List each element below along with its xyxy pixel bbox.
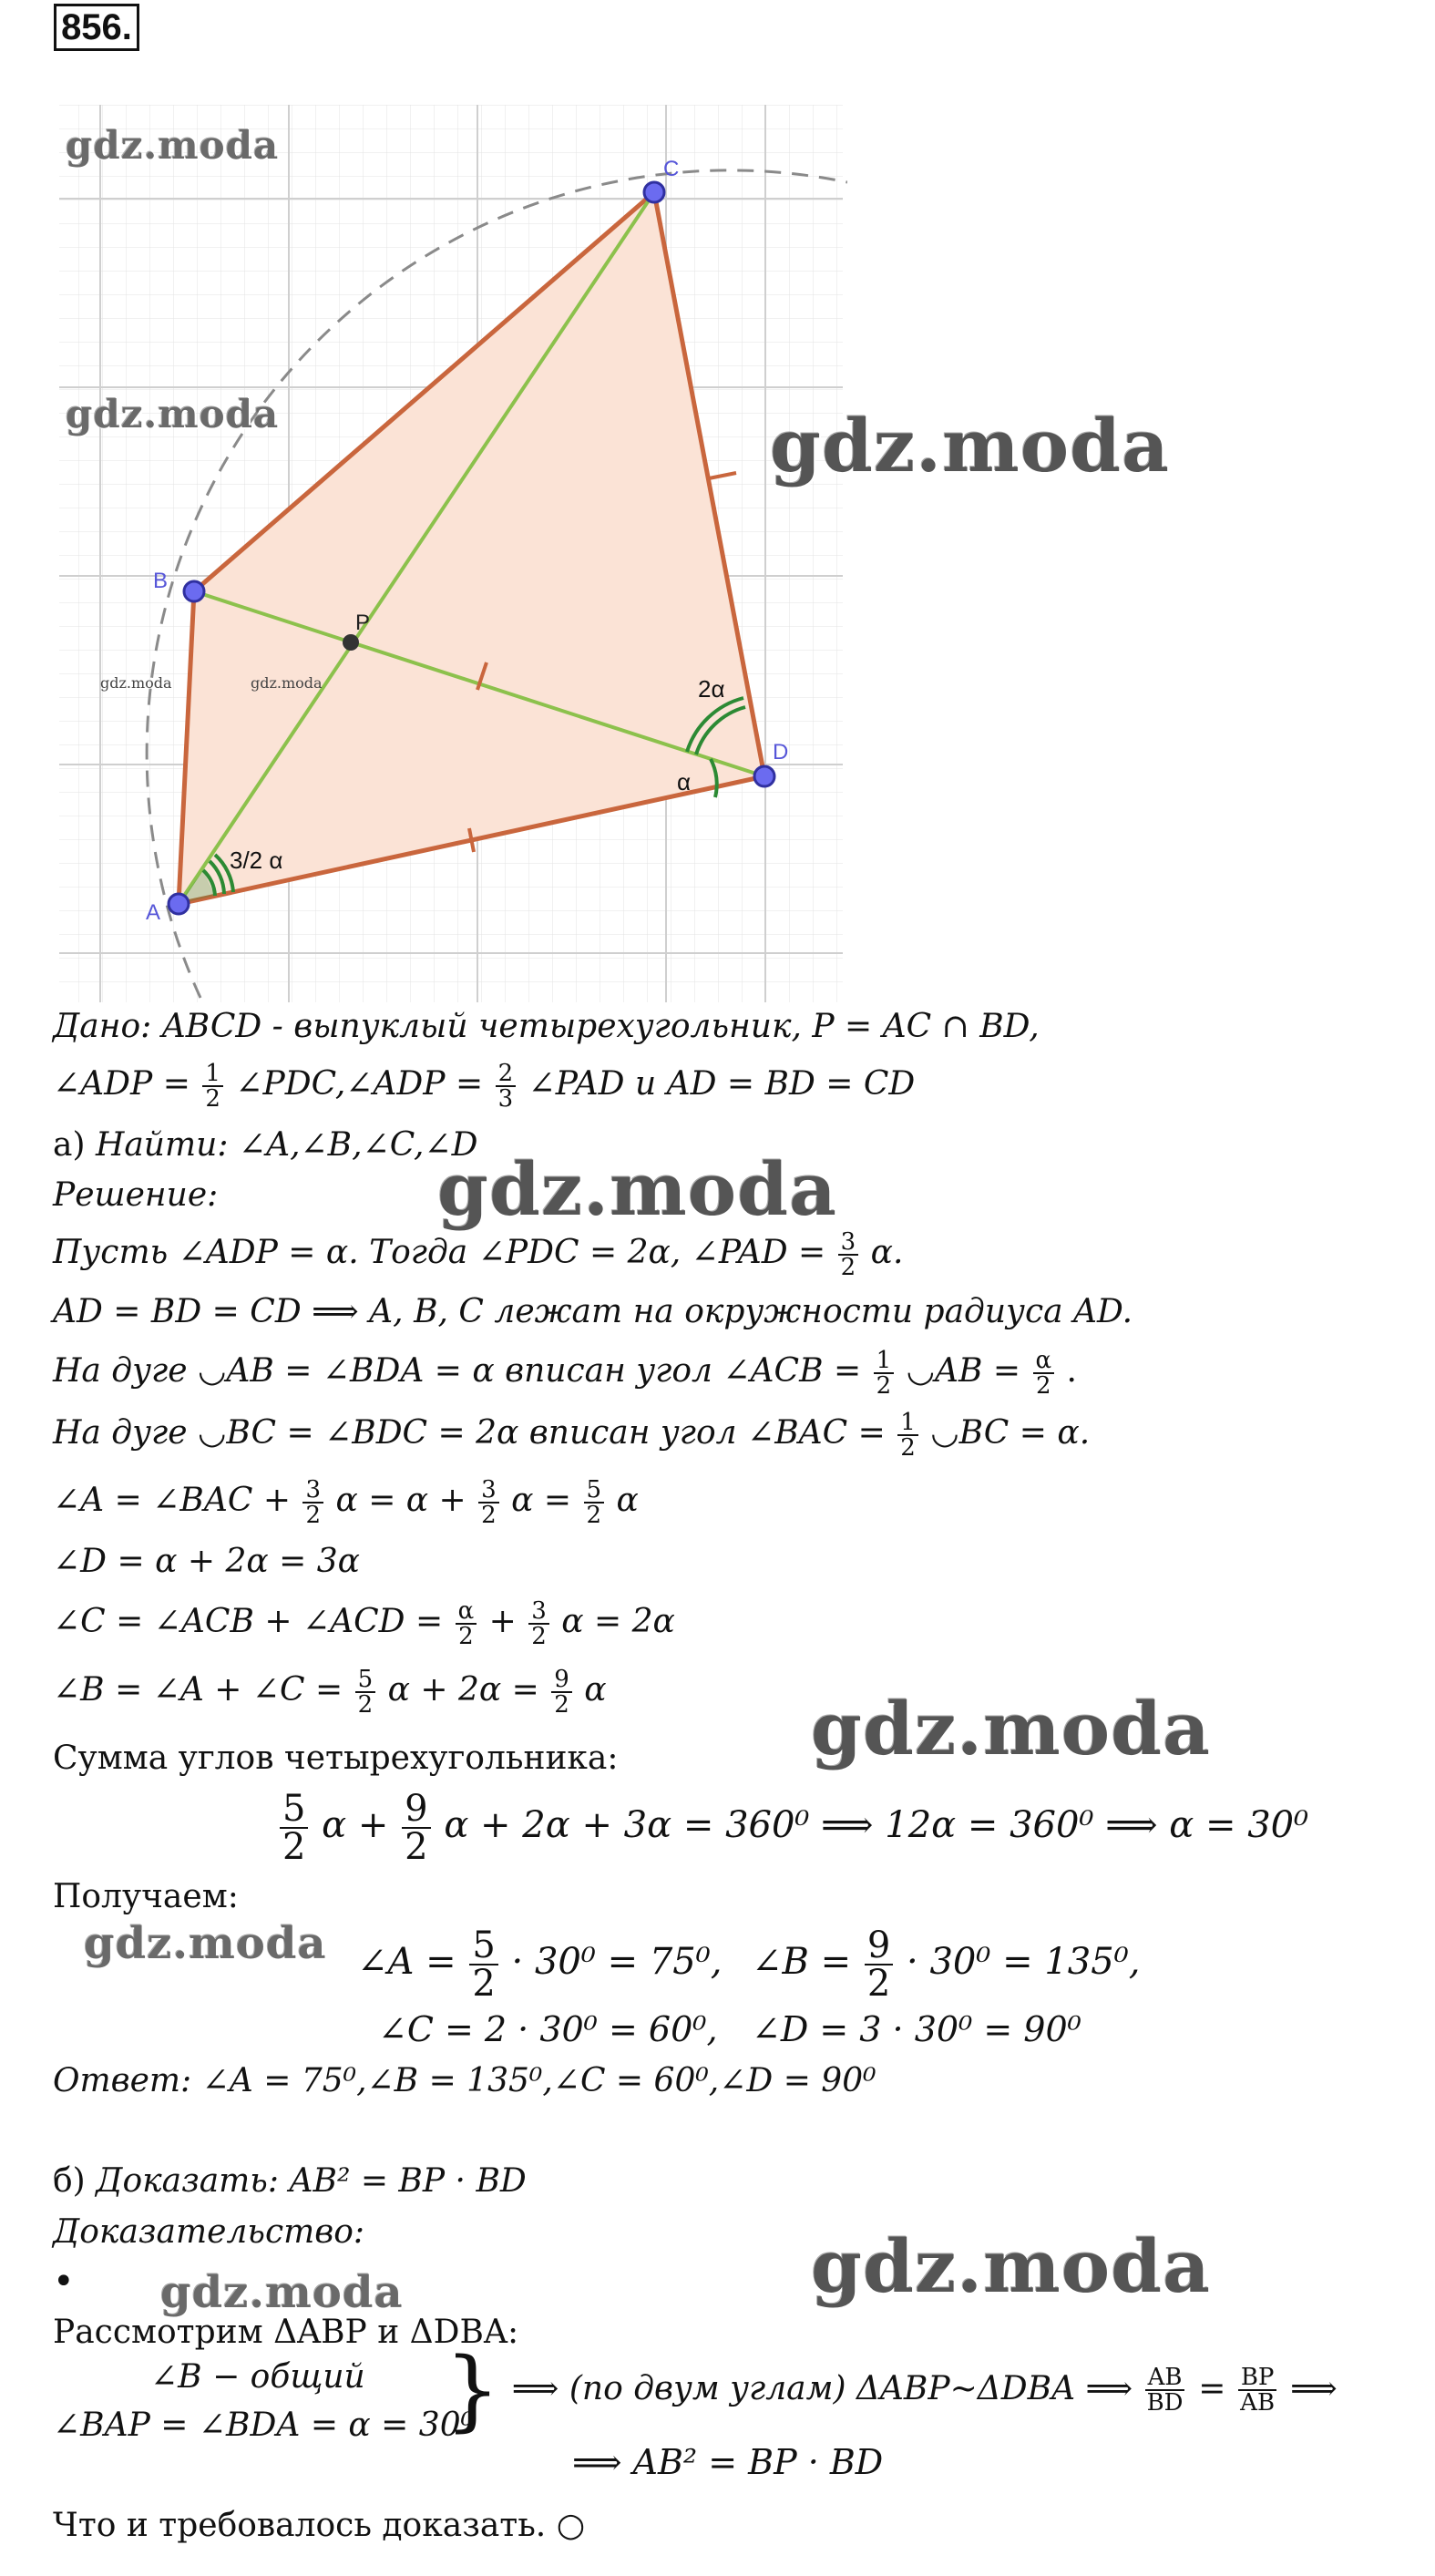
watermark-tiny-1: gdz.moda [100,674,172,692]
equation-c: ∠C = ∠ACB + ∠ACD = $\frac{\alpha}{2}$ + $\frac{3}{2}$ α = 2α [53,1597,675,1650]
watermark: gdz.moda [66,123,280,168]
label-d: D [773,740,789,765]
label-c: C [663,157,680,181]
solution-step-3: На дуге ◡AB = ∠BDA = α вписан угол ∠ACB = $\frac{1}{2}$ ◡AB = $\frac{\alpha}{2}$ . [53,1347,1077,1400]
proof-consider: Рассмотрим ΔABP и ΔDBA: [53,2314,519,2351]
proof-end: Что и требовалось доказать. ○ [53,2507,586,2544]
part-a-find: а) Найти: ∠A,∠B,∠C,∠D [53,1126,478,1164]
watermark: gdz.moda [66,392,280,436]
label-p: P [355,611,371,635]
equation-a: ∠A = ∠BAC + $\frac{3}{2}$ α = α + $\frac{3}{2}$ α = $\frac{5}{2}$ α [53,1476,639,1529]
geometry-figure [55,105,847,1002]
solution-step-4: На дуге ◡BC = ∠BDC = 2α вписан угол ∠BAC = $\frac{1}{2}$ ◡BC = α. [53,1409,1091,1462]
watermark: gdz.moda [437,1146,837,1232]
watermark: gdz.moda [811,2223,1211,2309]
result-a: ∠A = $\frac{5}{2}$ · 30⁰ = 75⁰, [357,1924,723,2005]
angle-a-label: 3/2 α [230,847,283,874]
proof-condition-2: ∠BAP = ∠BDA = α = 30⁰ [53,2407,475,2444]
proof-implication: } ⟹ (по двум углам) ΔABP~ΔDBA ⟹ $\frac{AB}{BD}$ = $\frac{BP}{AB}$ ⟹ [445,2339,1338,2441]
proof-result: ⟹ AB² = BP · BD [572,2442,884,2482]
result-b: ∠B = $\frac{9}{2}$ · 30⁰ = 135⁰, [752,1924,1141,2005]
equation-d: ∠D = α + 2α = 3α [53,1543,360,1580]
watermark-tiny-2: gdz.moda [251,674,323,692]
result-d: ∠D = 3 · 30⁰ = 90⁰ [752,2009,1081,2049]
proof-label: Доказательство: [53,2213,365,2251]
given-line-1: Дано: ABCD - выпуклый четырехугольник, P = AC ∩ BD, [53,1008,1040,1045]
watermark: gdz.moda [770,403,1170,488]
result-c: ∠C = 2 · 30⁰ = 60⁰, [378,2009,718,2049]
label-b: B [153,569,169,593]
solution-step-1: Пусть ∠ADP = α. Тогда ∠PDC = 2α, ∠PAD = $\frac{3}{2}$ α. [53,1228,904,1281]
result-label: Получаем: [53,1878,239,1915]
solution-label: Решение: [53,1176,219,1214]
watermark: gdz.moda [160,2267,404,2318]
problem-number: 856. [54,4,139,51]
part-b-prove: б) Доказать: AB² = BP · BD [53,2162,527,2200]
proof-condition-1: ∠B − общий [150,2358,365,2396]
angle-d-big-label: 2α [698,675,725,703]
watermark: gdz.moda [84,1918,327,1969]
given-line-2: ∠ADP = $\frac{1}{2}$ ∠PDC,∠ADP = $\frac{2}{3}$ ∠PAD и AD = BD = CD [53,1060,916,1113]
sum-label: Сумма углов четырехугольника: [53,1740,619,1777]
sum-equation: $\frac{5}{2}$ α + $\frac{9}{2}$ α + 2α + 3α = 360⁰ ⟹ 12α = 360⁰ ⟹ α = 30⁰ [278,1791,1308,1865]
watermark: gdz.moda [811,1686,1211,1771]
point-p [343,634,359,651]
equation-b: ∠B = ∠A + ∠C = $\frac{5}{2}$ α + 2α = $\frac{9}{2}$ α [53,1666,607,1719]
label-a: A [146,900,161,925]
answer-line: Ответ: ∠A = 75⁰,∠B = 135⁰,∠C = 60⁰,∠D = 90⁰ [53,2062,876,2099]
solution-step-2: AD = BD = CD ⟹ A, B, C лежат на окружности радиуса AD. [53,1293,1133,1330]
bullet: • [53,2261,75,2303]
angle-d-small-label: α [677,768,692,795]
